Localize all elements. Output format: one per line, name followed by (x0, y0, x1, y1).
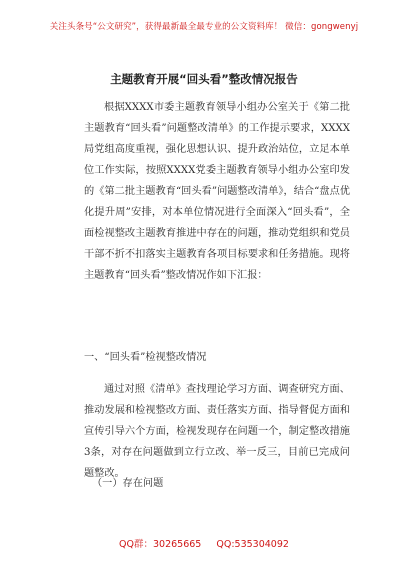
body-section (84, 97, 350, 286)
footer (0, 536, 408, 550)
paragraph-review: 通过对照《清单》查找理论学习方面、调查研究方面、推动发展和检视整改方面、责任落实方面、指导督促方面和宣传引导六个方面，检视发现存在问题一个，制定整改措施3条，对存在问题做到立行立改、举一反三，目前已完成问题整改。 (84, 384, 350, 479)
top-banner: 关注头条号“公文研究”，获得最新最全最专业的公文资料库！ 微信：gongwenyj (49, 22, 359, 32)
document-title: 主题教育开展“回头看”整改情况报告 (110, 72, 298, 86)
section-heading-1: 一、“回头看”检视整改情况 (84, 352, 207, 363)
paragraph-intro: 根据XXXX市委主题教育领导小组办公室关于《第二批主题教育“回头看”问题整改清单》的工作提示要求，XXXX局党组高度重视，强化思想认识、提升政治站位，立足本单位工作实际，按照XXXX党委主题教育领导小组办公室印发的《第二批主题教育“回头看”问题整改清单》，结合“盘点优化提升周”安排，对本单位情况进行全面深入“回头看”，全面检视整改主题教育推进中存在的问题，推动党组织和党员干部不折不扣落实主题教育各项目标要求和任务措施。现将主题教育“回头看”整改情况作如下汇报： (84, 102, 350, 281)
footer-qq-group: QQ群：30265665 (119, 539, 202, 550)
footer-qq-number: QQ:535304092 (216, 539, 289, 550)
subsection-heading-1: （一）存在问题 (92, 478, 164, 489)
